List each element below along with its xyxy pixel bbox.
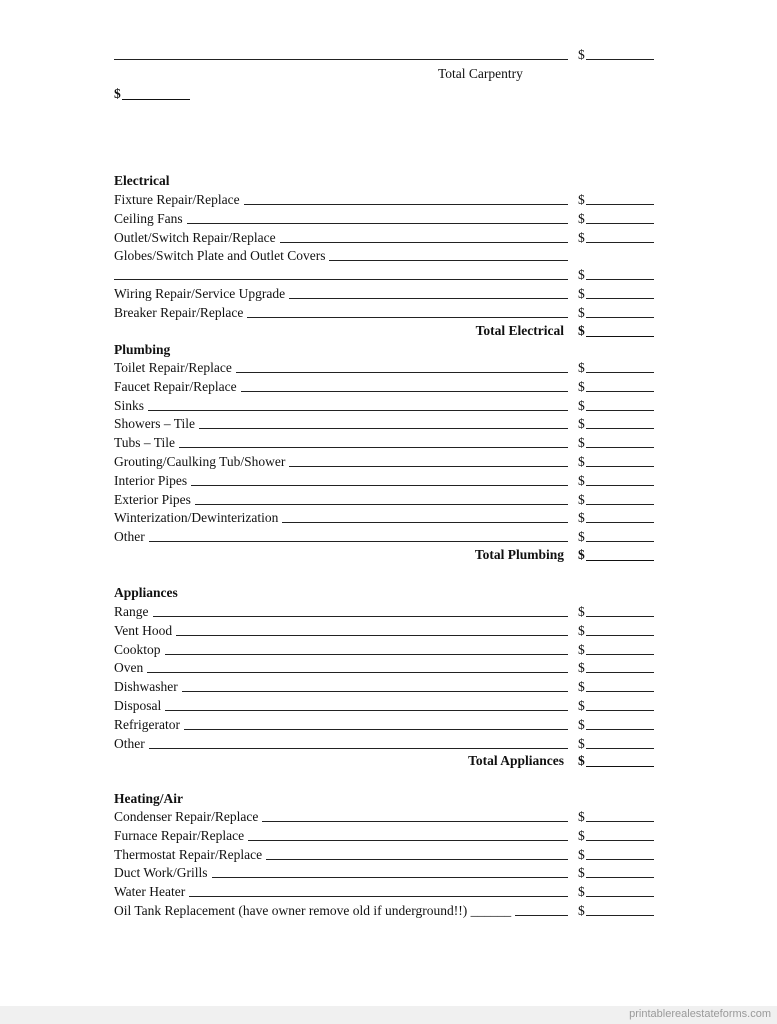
amount-field[interactable] xyxy=(578,415,654,433)
line-item-row[interactable] xyxy=(114,378,654,396)
line-item-row[interactable] xyxy=(114,528,654,546)
amount-field[interactable] xyxy=(578,622,654,640)
line-item-label: Furnace Repair/Replace xyxy=(114,827,245,843)
dollar-sign: $ xyxy=(578,641,585,657)
amount-blank xyxy=(586,428,654,429)
dollar-sign: $ xyxy=(578,304,585,320)
line-item-label: Other xyxy=(114,529,145,545)
line-item-label: Other xyxy=(114,735,145,751)
line-item-row[interactable] xyxy=(114,453,654,471)
dollar-sign: $ xyxy=(578,865,585,881)
dollar-sign: $ xyxy=(578,510,585,526)
line-item-row[interactable] xyxy=(114,678,654,696)
amount-blank xyxy=(586,410,654,411)
line-item-label: Breaker Repair/Replace xyxy=(114,304,244,320)
line-item-row[interactable] xyxy=(114,359,654,377)
blank-line xyxy=(212,876,568,878)
line-item-label: Thermostat Repair/Replace xyxy=(114,846,263,862)
line-item-row[interactable] xyxy=(114,210,654,228)
footer-bar xyxy=(0,1006,777,1024)
electrical-heading: Electrical xyxy=(114,173,170,188)
blank-line xyxy=(176,634,568,636)
dollar-sign: $ xyxy=(578,192,585,207)
dollar-sign: $ xyxy=(578,267,585,283)
amount-blank xyxy=(586,336,654,337)
amount-blank xyxy=(586,896,654,897)
amount-field[interactable] xyxy=(578,472,654,490)
amount-field[interactable] xyxy=(578,902,654,920)
line-item-row[interactable] xyxy=(114,491,654,509)
amount-field[interactable] xyxy=(578,827,654,845)
amount-field[interactable] xyxy=(578,735,654,753)
amount-blank xyxy=(586,447,654,448)
line-item-label: Oven xyxy=(114,660,144,676)
amount-blank xyxy=(586,560,654,561)
blank-line xyxy=(241,390,568,392)
line-item-row[interactable] xyxy=(114,808,654,826)
amount-blank xyxy=(586,748,654,749)
dollar-sign: $ xyxy=(578,454,585,469)
line-item-row[interactable] xyxy=(114,397,654,415)
amount-blank xyxy=(586,877,654,878)
line-item-label: Oil Tank Replacement (have owner remove old if underground!!) ______ xyxy=(114,903,512,918)
blank-line xyxy=(182,690,568,692)
dollar-sign: $ xyxy=(578,435,585,451)
amount-blank xyxy=(586,672,654,673)
amount-blank xyxy=(586,654,654,655)
dollar-sign: $ xyxy=(578,491,585,507)
amount-field[interactable] xyxy=(578,304,654,322)
line-item-row[interactable] xyxy=(114,434,654,452)
amount-blank xyxy=(586,372,654,373)
amount-field[interactable] xyxy=(578,883,654,901)
amount-blank xyxy=(586,766,654,767)
line-item-label: Ceiling Fans xyxy=(114,210,183,226)
line-item-label: Duct Work/Grills xyxy=(114,865,208,881)
line-item-row[interactable] xyxy=(114,827,654,845)
amount-field[interactable] xyxy=(578,846,654,864)
line-item-row[interactable] xyxy=(114,304,654,322)
blank-line xyxy=(244,203,568,205)
line-item-label: Tubs – Tile xyxy=(114,435,176,451)
total-carpentry-label: Total Carpentry xyxy=(438,66,523,81)
line-item-row[interactable] xyxy=(114,864,654,882)
dollar-sign: $ xyxy=(578,323,585,338)
line-item-label: Refrigerator xyxy=(114,716,180,732)
amount-blank xyxy=(586,485,654,486)
dollar-sign: $ xyxy=(578,753,585,768)
amount-blank xyxy=(586,522,654,523)
line-item-row[interactable] xyxy=(114,846,654,864)
blank-line xyxy=(149,540,568,542)
amount-field[interactable] xyxy=(578,359,654,377)
amount-field[interactable] xyxy=(578,509,654,527)
amount-blank xyxy=(586,223,654,224)
blank-line xyxy=(179,446,568,448)
line-item-label: Grouting/Caulking Tub/Shower xyxy=(114,454,286,469)
amount-field[interactable] xyxy=(578,659,654,677)
blank-line xyxy=(153,615,569,617)
amount-field[interactable] xyxy=(578,603,654,621)
dollar-sign: $ xyxy=(578,827,585,843)
amount-blank xyxy=(586,859,654,860)
line-item-label: Vent Hood xyxy=(114,622,173,638)
amount-blank xyxy=(586,541,654,542)
line-item-label: Condenser Repair/Replace xyxy=(114,809,259,824)
line-item-row[interactable] xyxy=(114,641,654,659)
line-item-row[interactable] xyxy=(114,697,654,715)
amount-field[interactable] xyxy=(578,285,654,303)
amount-field[interactable] xyxy=(578,808,654,826)
dollar-sign: $ xyxy=(578,846,585,862)
blank-line xyxy=(195,503,568,505)
total-amount-field[interactable] xyxy=(578,322,654,340)
plumbing-total-row[interactable] xyxy=(114,546,654,564)
amount-blank xyxy=(586,317,654,318)
amount-field[interactable] xyxy=(578,864,654,882)
line-item-label: Fixture Repair/Replace xyxy=(114,192,240,207)
electrical-total-row[interactable] xyxy=(114,322,654,340)
blank-line xyxy=(289,297,568,299)
amount-blank xyxy=(586,204,654,205)
amount-blank xyxy=(586,710,654,711)
dollar-sign: $ xyxy=(578,472,585,488)
amount-field[interactable]: $ xyxy=(578,46,654,64)
dollar-sign: $ xyxy=(578,698,585,713)
amount-field[interactable] xyxy=(578,491,654,509)
blank-line xyxy=(165,653,568,655)
amount-field[interactable] xyxy=(578,697,654,715)
blank-line xyxy=(266,858,568,860)
amount-blank xyxy=(586,298,654,299)
line-item-label: Globes/Switch Plate and Outlet Covers xyxy=(114,248,326,264)
line-item-label: Interior Pipes xyxy=(114,472,188,488)
blank-line xyxy=(187,222,568,224)
line-item-label: Cooktop xyxy=(114,641,161,657)
dollar-sign: $ xyxy=(578,229,585,245)
blank-line xyxy=(515,914,568,916)
total-label: Total Plumbing xyxy=(474,547,564,562)
amount-blank xyxy=(586,691,654,692)
line-item-row[interactable] xyxy=(114,883,654,901)
total-carpentry-amount[interactable]: $ xyxy=(114,85,190,103)
dollar-sign: $ xyxy=(578,547,585,562)
line-item-row[interactable] xyxy=(114,285,654,303)
blank-line xyxy=(247,316,568,318)
amount-field[interactable] xyxy=(578,210,654,228)
amount-field[interactable] xyxy=(578,678,654,696)
blank-line xyxy=(148,409,568,411)
amount-field[interactable] xyxy=(578,266,654,284)
line-item-label: Outlet/Switch Repair/Replace xyxy=(114,229,276,245)
amount-blank xyxy=(586,466,654,467)
amount-blank xyxy=(586,616,654,617)
dollar-sign: $ xyxy=(578,286,585,301)
footer-watermark: printablerealestateforms.com xyxy=(629,1008,771,1020)
amount-blank xyxy=(586,504,654,505)
dollar-sign: $ xyxy=(578,716,585,732)
dollar-sign: $ xyxy=(578,360,585,375)
line-item-label: Showers – Tile xyxy=(114,416,196,432)
dollar-sign: $ xyxy=(578,622,585,638)
amount-field[interactable] xyxy=(578,641,654,659)
amount-blank xyxy=(586,729,654,730)
blank-line xyxy=(191,484,568,486)
amount-blank xyxy=(586,915,654,916)
line-item-row[interactable] xyxy=(114,622,654,640)
amount-field[interactable] xyxy=(578,716,654,734)
amount-field[interactable] xyxy=(578,229,654,247)
dollar-sign: $ xyxy=(578,378,585,394)
line-item-row[interactable] xyxy=(114,229,654,247)
appliances-total-row[interactable] xyxy=(114,752,654,770)
dollar-sign: $ xyxy=(578,809,585,824)
total-label: Total Electrical xyxy=(475,323,564,338)
blank-line xyxy=(189,895,568,897)
plumbing-heading: Plumbing xyxy=(114,342,171,357)
amount-blank xyxy=(586,391,654,392)
blank-line xyxy=(199,427,568,429)
blank-line xyxy=(329,259,568,261)
dollar-sign: $ xyxy=(578,416,585,432)
dollar-sign: $ xyxy=(578,884,585,900)
line-item-row[interactable] xyxy=(114,191,654,209)
blank-line xyxy=(114,58,568,60)
line-item-row[interactable] xyxy=(114,247,654,265)
line-item-row[interactable] xyxy=(114,659,654,677)
dollar-sign: $ xyxy=(578,210,585,226)
blank-line xyxy=(184,728,568,730)
line-item-label: Wiring Repair/Service Upgrade xyxy=(114,286,286,301)
line-item-label: Disposal xyxy=(114,698,162,713)
line-item-row[interactable] xyxy=(114,415,654,433)
amount-field[interactable] xyxy=(578,378,654,396)
line-item-label: Exterior Pipes xyxy=(114,491,191,507)
amount-blank xyxy=(586,635,654,636)
total-amount-field[interactable] xyxy=(578,752,654,770)
dollar-sign: $ xyxy=(578,529,585,545)
amount-field[interactable] xyxy=(578,453,654,471)
dollar-sign: $ xyxy=(578,604,585,619)
amount-field[interactable] xyxy=(578,397,654,415)
blank-line xyxy=(147,671,568,673)
line-item-row[interactable] xyxy=(114,735,654,753)
line-item-label: Sinks xyxy=(114,397,145,413)
line-item-label: Dishwasher xyxy=(114,679,178,695)
amount-field[interactable] xyxy=(578,528,654,546)
blank-line xyxy=(262,820,568,822)
line-item-row[interactable] xyxy=(114,509,654,527)
blank-line xyxy=(165,709,568,711)
dollar-sign: $ xyxy=(578,660,585,676)
blank-line xyxy=(149,747,568,749)
line-item-row[interactable] xyxy=(114,266,654,284)
amount-blank xyxy=(586,242,654,243)
amount-blank xyxy=(586,821,654,822)
blank-line xyxy=(236,371,568,373)
dollar-sign: $ xyxy=(578,397,585,413)
blank-line xyxy=(289,465,568,467)
line-item-label: Winterization/Dewinterization xyxy=(114,510,279,526)
amount-blank xyxy=(586,840,654,841)
total-label: Total Appliances xyxy=(468,753,564,768)
blank-line xyxy=(280,241,568,243)
amount-blank xyxy=(586,279,654,280)
line-item-row[interactable] xyxy=(114,603,654,621)
dollar-sign: $ xyxy=(578,735,585,751)
blank-line xyxy=(282,521,568,523)
line-item-label: Faucet Repair/Replace xyxy=(114,378,237,394)
carpentry-blank-row[interactable] xyxy=(114,46,654,64)
blank-line xyxy=(248,839,568,841)
amount-field[interactable] xyxy=(578,434,654,452)
heating-air-heading: Heating/Air xyxy=(114,791,183,806)
line-item-label: Water Heater xyxy=(114,884,186,900)
line-item-label: Range xyxy=(114,604,149,619)
line-item-row[interactable] xyxy=(114,472,654,490)
appliances-heading: Appliances xyxy=(114,585,178,600)
dollar-sign: $ xyxy=(578,679,585,695)
line-item-row[interactable] xyxy=(114,716,654,734)
dollar-sign: $ xyxy=(578,903,585,918)
total-amount-field[interactable] xyxy=(578,546,654,564)
line-item-row[interactable] xyxy=(114,902,654,920)
amount-field[interactable] xyxy=(578,191,654,209)
line-item-label: Toilet Repair/Replace xyxy=(114,360,232,375)
blank-line xyxy=(114,278,568,280)
